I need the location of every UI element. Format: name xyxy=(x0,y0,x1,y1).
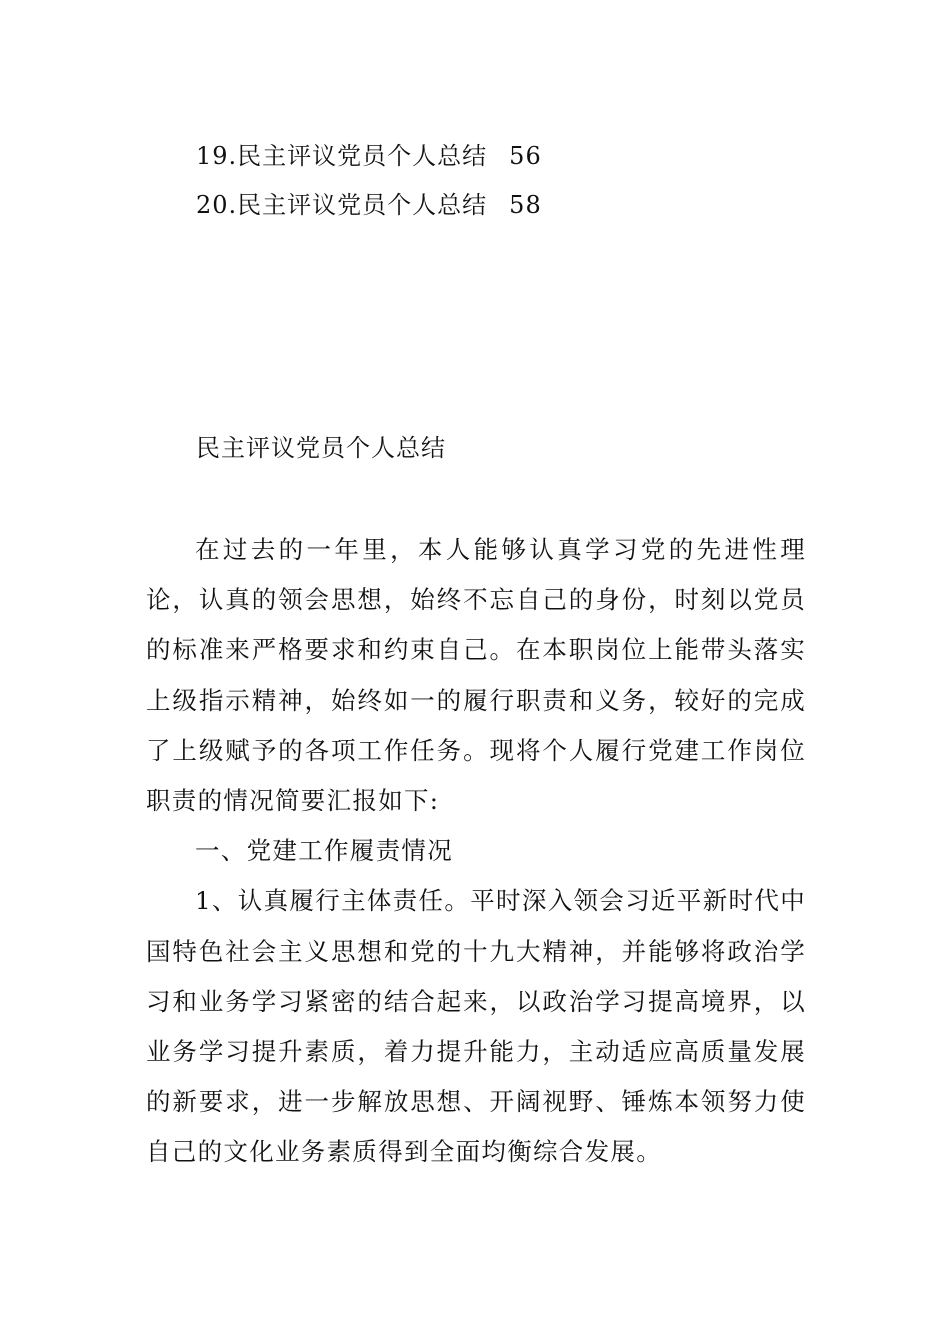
toc-entry-title: 20.民主评议党员个人总结 xyxy=(196,191,488,219)
table-of-contents xyxy=(196,132,816,230)
toc-entry-page: 58 xyxy=(509,191,542,219)
toc-entry-page: 56 xyxy=(509,142,542,170)
document-body xyxy=(146,525,806,1178)
toc-entry[interactable] xyxy=(196,132,816,181)
document-title: 民主评议党员个人总结 xyxy=(196,434,446,462)
toc-entry[interactable] xyxy=(196,181,816,230)
body-paragraph: 在过去的一年里，本人能够认真学习党的先进性理论，认真的领会思想，始终不忘自己的身份，时刻以党员的标准来严格要求和约束自己。在本职岗位上能带头落实上级指示精神，始终如一的履行职责和义务，较好的完成了上级赋予的各项工作任务。现将个人履行党建工作岗位职责的情况简要汇报如下: xyxy=(146,535,806,816)
toc-entry-title: 19.民主评议党员个人总结 xyxy=(196,142,488,170)
body-paragraph: 1、认真履行主体责任。平时深入领会习近平新时代中国特色社会主义思想和党的十九大精神，并能够将政治学习和业务学习紧密的结合起来，以政治学习提高境界，以业务学习提升素质，着力提升能力，主动适应高质量发展的新要求，进一步解放思想、开阔视野、锤炼本领努力使自己的文化业务素质得到全面均衡综合发展。 xyxy=(146,886,806,1167)
section-heading: 一、党建工作履责情况 xyxy=(195,836,453,866)
